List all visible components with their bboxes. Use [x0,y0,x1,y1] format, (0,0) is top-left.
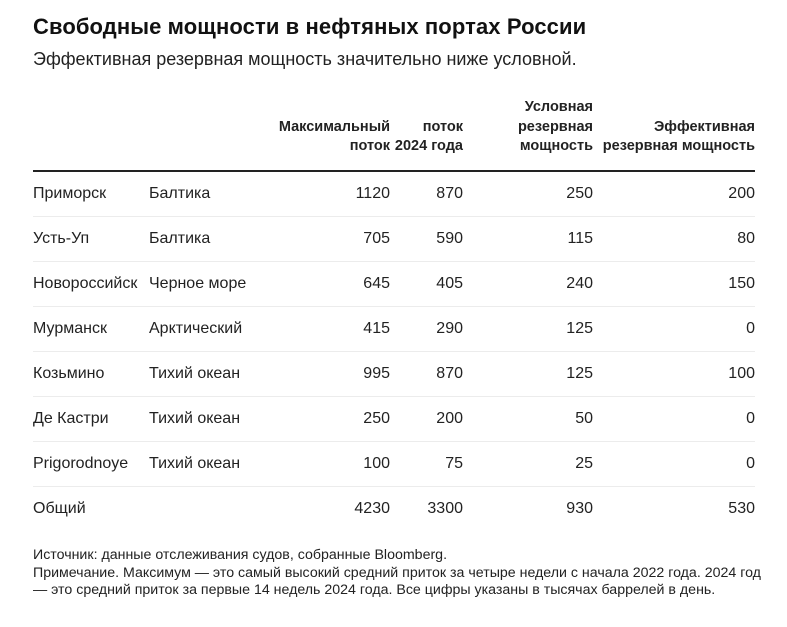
cell-max: 645 [261,261,390,306]
cell-flow-2024: 870 [390,171,463,217]
cell-conditional: 240 [463,261,593,306]
cell-flow-2024: 870 [390,351,463,396]
cell-port: Усть-Уп [33,216,149,261]
cell-effective: 100 [593,351,755,396]
cell-effective: 150 [593,261,755,306]
cell-sea: Балтика [149,216,261,261]
cell-effective: 200 [593,171,755,217]
cell-flow-2024: 405 [390,261,463,306]
cell-port: Приморск [33,171,149,217]
cell-flow-2024: 75 [390,441,463,486]
header-flow-2024-label: поток 2024 года [394,118,463,154]
header-effective-capacity-label: Эффективная резервная мощность [602,118,755,154]
cell-max: 705 [261,216,390,261]
cell-max: 1120 [261,171,390,217]
cell-effective: 0 [593,441,755,486]
cell-max: 415 [261,306,390,351]
header-conditional-capacity-label: Условная резервная мощность [517,99,593,154]
header-max-flow-label: Максимальный поток [278,118,390,154]
cell-max: 995 [261,351,390,396]
cell-conditional: 930 [463,486,593,524]
cell-port: Новороссийск [33,261,149,306]
cell-port: Мурманск [33,306,149,351]
table-row [33,441,755,486]
cell-conditional: 125 [463,351,593,396]
footnotes [33,547,763,600]
ports-capacity-table [33,98,755,524]
source-note: Источник: данные отслеживания судов, собранные Bloomberg. [33,547,448,563]
cell-effective: 0 [593,396,755,441]
table-body [33,171,755,525]
page-title: Свободные мощности в нефтяных портах России [33,14,587,39]
header-effective-capacity [593,98,755,171]
table-row [33,306,755,351]
table-row [33,171,755,217]
cell-conditional: 115 [463,216,593,261]
cell-effective: 530 [593,486,755,524]
cell-max: 100 [261,441,390,486]
header-port [33,98,149,171]
header-max-flow [261,98,390,171]
cell-sea: Тихий океан [149,351,261,396]
cell-conditional: 25 [463,441,593,486]
table-row [33,351,755,396]
cell-port: Общий [33,486,149,524]
cell-port: Де Кастри [33,396,149,441]
data-table-container [33,98,755,524]
cell-flow-2024: 200 [390,396,463,441]
cell-effective: 80 [593,216,755,261]
methodology-note: Примечание. Максимум — это самый высокий средний приток за четыре недели с начала 2022 года. 2024 год — это средний приток за первые 14 недель 2024 года. Все цифры указаны в тысячах баррелей в день. [33,564,761,599]
header-row [33,98,755,171]
cell-sea: Балтика [149,171,261,217]
page-subtitle: Эффективная резервная мощность значительно ниже условной. [33,49,577,69]
cell-flow-2024: 290 [390,306,463,351]
table-row [33,396,755,441]
cell-conditional: 50 [463,396,593,441]
header-flow-2024 [390,98,463,171]
table-row [33,261,755,306]
cell-conditional: 125 [463,306,593,351]
table-header [33,98,755,171]
cell-flow-2024: 590 [390,216,463,261]
header-conditional-capacity [463,98,593,171]
cell-sea: Тихий океан [149,396,261,441]
table-row [33,216,755,261]
cell-sea: Арктический [149,306,261,351]
cell-max: 4230 [261,486,390,524]
cell-sea: Черное море [149,261,261,306]
cell-conditional: 250 [463,171,593,217]
cell-sea [149,486,261,524]
cell-port: Козьмино [33,351,149,396]
header-sea [149,98,261,171]
table-total-row [33,486,755,524]
cell-sea: Тихий океан [149,441,261,486]
cell-max: 250 [261,396,390,441]
cell-effective: 0 [593,306,755,351]
cell-flow-2024: 3300 [390,486,463,524]
cell-port: Prigorodnoye [33,441,149,486]
